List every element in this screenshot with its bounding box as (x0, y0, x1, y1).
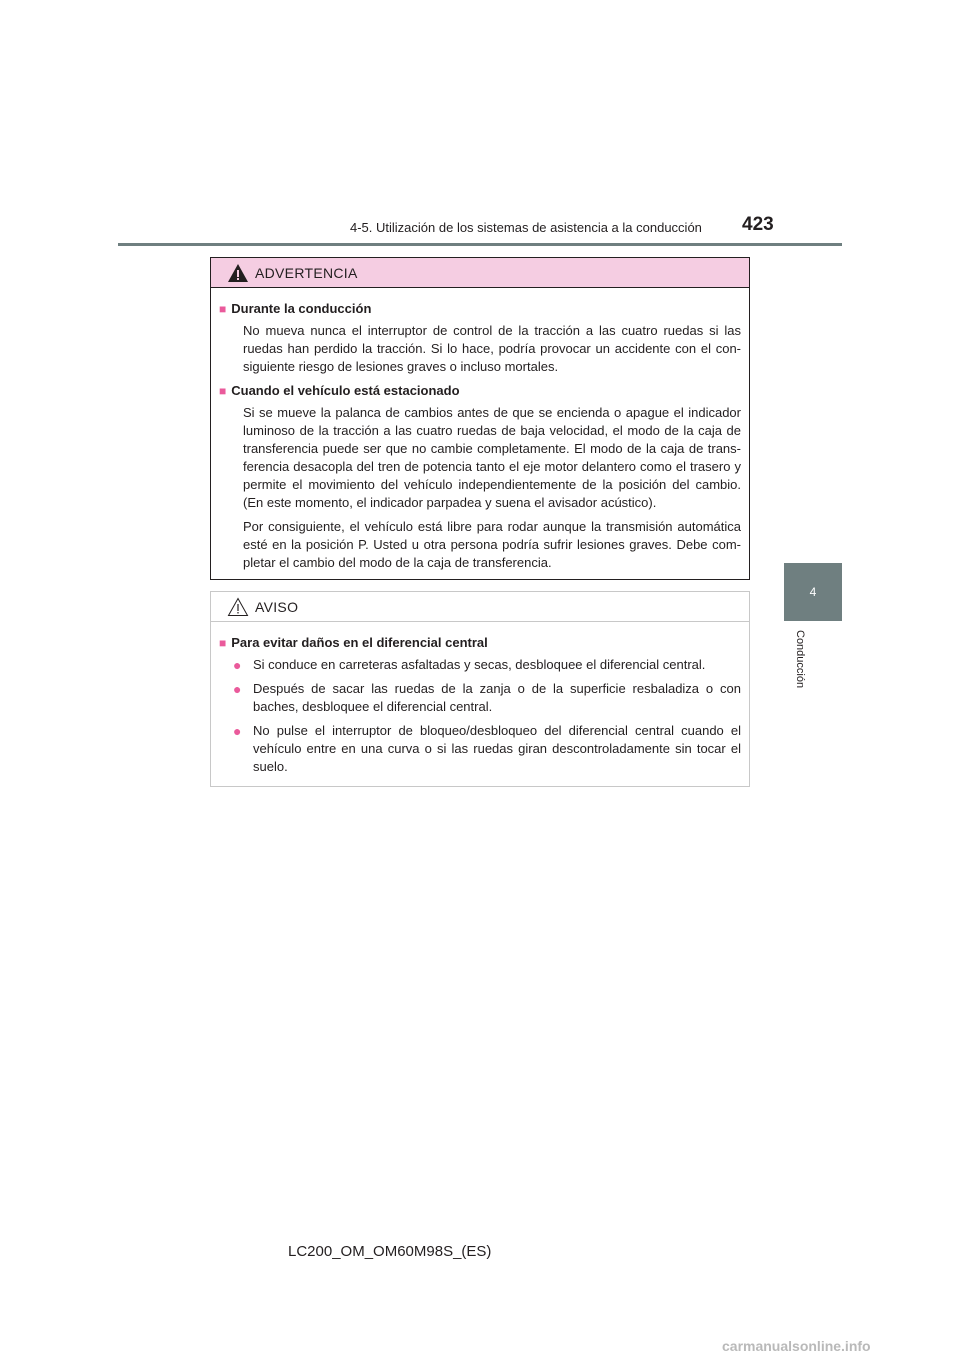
warning-triangle-icon (227, 263, 249, 283)
square-bullet-icon: ■ (219, 636, 227, 650)
notice-box (210, 591, 750, 787)
chapter-tab: 4 (784, 563, 842, 621)
square-bullet-icon: ■ (219, 384, 227, 398)
notice-bullet: ● Si conduce en carreteras asfaltadas y secas, desbloquee el diferencial central. (233, 657, 706, 673)
warning-paragraph: Si se mueve la palanca de cambios antes de que se encienda o apague el indicador luminoso de la tracción a las cuatro ruedas de baja velocidad, el modo de la caja de transferencia puede ser que no cambie completamente. El modo de la caja de trans-ferencia desacopla del tren de potencia tanto el eje motor delantero como el trasero y permite el movimiento del vehículo independientemente de la posición del cambio. (En este momento, el indicador parpadea y suena el avisador acústico). (243, 405, 741, 510)
header-divider (118, 243, 842, 246)
notice-box-header (211, 592, 749, 622)
notice-bullet: ● No pulse el interruptor de bloqueo/desbloqueo del diferencial central cuando el vehículo entre en una curva o si las ruedas giran descontroladamente sin tocar el suelo. (233, 723, 741, 774)
warning-box-header (211, 258, 749, 288)
warning-heading: ADVERTENCIA (255, 265, 358, 281)
notice-heading: AVISO (255, 599, 299, 615)
circle-bullet-icon: ● (233, 723, 242, 739)
warning-section-title: ■ Durante la conducción (219, 301, 372, 316)
circle-bullet-icon: ● (233, 681, 242, 697)
square-bullet-icon: ■ (219, 302, 227, 316)
circle-bullet-icon: ● (233, 657, 242, 673)
caution-triangle-outline-icon (227, 597, 249, 617)
warning-paragraph: Por consiguiente, el vehículo está libre para rodar aunque la transmisión automática esté en la posición P. Usted u otra persona podría sufrir lesiones graves. Debe com-pletar el cambio del modo de la caja de transferencia. (243, 519, 741, 570)
notice-bullet: ● Después de sacar las ruedas de la zanja o de la superficie resbaladiza o con baches, desbloquee el diferencial central. (233, 681, 741, 714)
warning-paragraph: No mueva nunca el interruptor de control de la tracción a las cuatro ruedas si las ruedas han perdido la tracción. Si lo hace, podría provocar un accidente con el con-siguiente riesgo de lesiones graves o incluso mortales. (243, 323, 741, 374)
document-code: LC200_OM_OM60M98S_(ES) (288, 1243, 492, 1260)
notice-section-title: ■ Para evitar daños en el diferencial central (219, 635, 488, 650)
watermark: carmanualsonline.info (722, 1338, 871, 1354)
warning-section-title: ■ Cuando el vehículo está estacionado (219, 383, 460, 398)
chapter-label: Conducción (794, 630, 806, 689)
warning-box (210, 257, 750, 580)
section-header-title: 4-5. Utilización de los sistemas de asistencia a la conducción (350, 220, 702, 235)
page-number: 423 (742, 214, 774, 235)
